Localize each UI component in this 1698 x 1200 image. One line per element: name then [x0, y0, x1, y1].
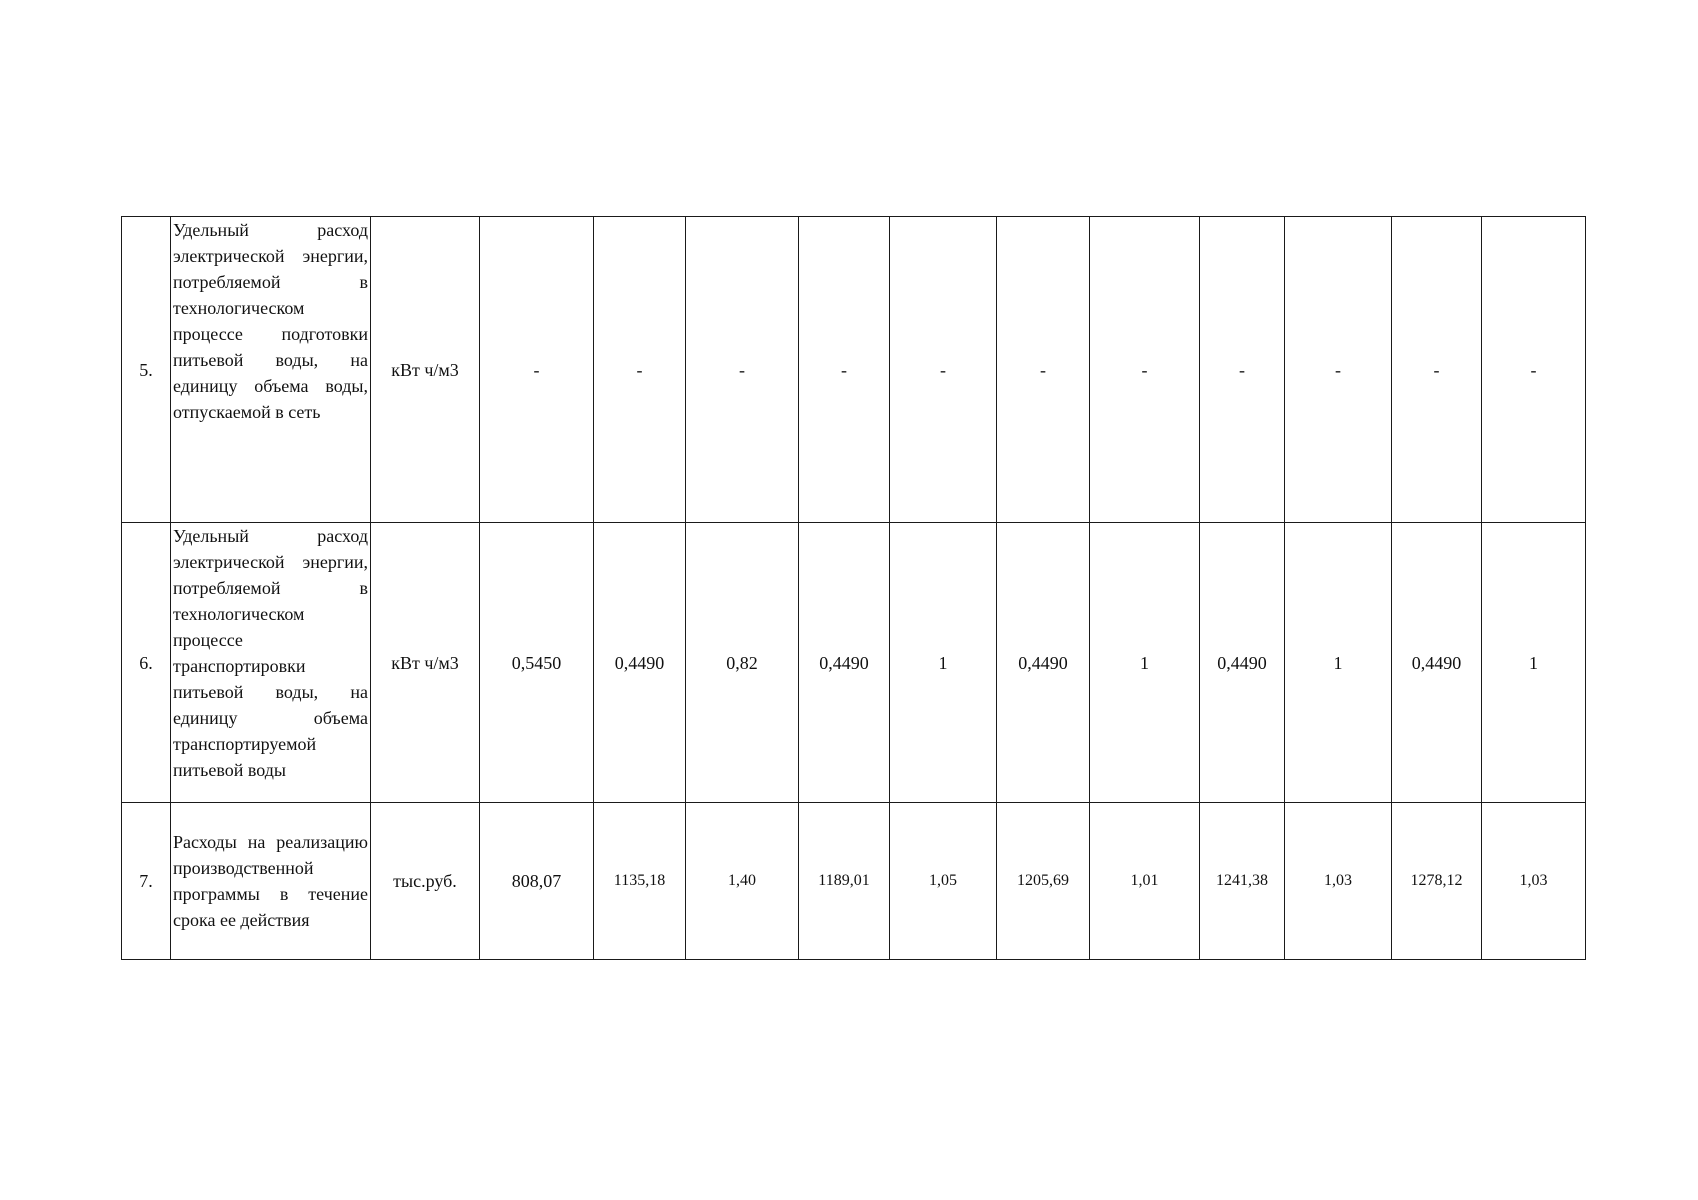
- row-description-text: Расходы на реализацию производственной программы в течение срока ее действия: [173, 832, 368, 930]
- value-cell: 1: [890, 523, 997, 803]
- value-cell: 1135,18: [594, 803, 686, 960]
- value-cell: -: [1200, 217, 1285, 523]
- value-cell: 1,03: [1482, 803, 1586, 960]
- value-cell: -: [480, 217, 594, 523]
- value-cell: 0,4490: [799, 523, 890, 803]
- value-cell: 1,03: [1285, 803, 1392, 960]
- value-cell: 1: [1482, 523, 1586, 803]
- value-cell: 0,82: [686, 523, 799, 803]
- value-cell: 808,07: [480, 803, 594, 960]
- value-cell: 0,4490: [997, 523, 1090, 803]
- table-row: [122, 217, 1586, 523]
- value-cell: -: [1482, 217, 1586, 523]
- row-description: [171, 803, 371, 960]
- value-cell: 0,4490: [1392, 523, 1482, 803]
- value-cell: 1,05: [890, 803, 997, 960]
- value-cell: -: [890, 217, 997, 523]
- value-cell: 1: [1285, 523, 1392, 803]
- row-unit: кВт ч/м3: [371, 523, 480, 803]
- row-unit: тыс.руб.: [371, 803, 480, 960]
- value-cell: 1205,69: [997, 803, 1090, 960]
- row-description: [171, 523, 371, 803]
- row-number: 6.: [122, 523, 171, 803]
- value-cell: -: [799, 217, 890, 523]
- value-cell: -: [686, 217, 799, 523]
- row-description: [171, 217, 371, 523]
- table-row: [122, 803, 1586, 960]
- row-number: 7.: [122, 803, 171, 960]
- indicators-table: [121, 216, 1586, 960]
- value-cell: 1,01: [1090, 803, 1200, 960]
- row-description-text: Удельный расход электрической энергии, потребляемой в технологическом процессе подготовки питьевой воды, на единицу объема воды, отпускаемой в сеть: [173, 220, 368, 422]
- row-number: 5.: [122, 217, 171, 523]
- value-cell: 0,4490: [1200, 523, 1285, 803]
- row-unit: кВт ч/м3: [371, 217, 480, 523]
- row-description-text: Удельный расход электрической энергии, потребляемой в технологическом процессе транспортировки питьевой воды, на единицу объема транспортируемой питьевой воды: [173, 526, 368, 780]
- value-cell: 1241,38: [1200, 803, 1285, 960]
- value-cell: 1: [1090, 523, 1200, 803]
- value-cell: -: [1285, 217, 1392, 523]
- value-cell: -: [1392, 217, 1482, 523]
- value-cell: 0,4490: [594, 523, 686, 803]
- value-cell: 1189,01: [799, 803, 890, 960]
- value-cell: 0,5450: [480, 523, 594, 803]
- value-cell: -: [1090, 217, 1200, 523]
- value-cell: -: [997, 217, 1090, 523]
- value-cell: 1278,12: [1392, 803, 1482, 960]
- value-cell: 1,40: [686, 803, 799, 960]
- table-row: [122, 523, 1586, 803]
- value-cell: -: [594, 217, 686, 523]
